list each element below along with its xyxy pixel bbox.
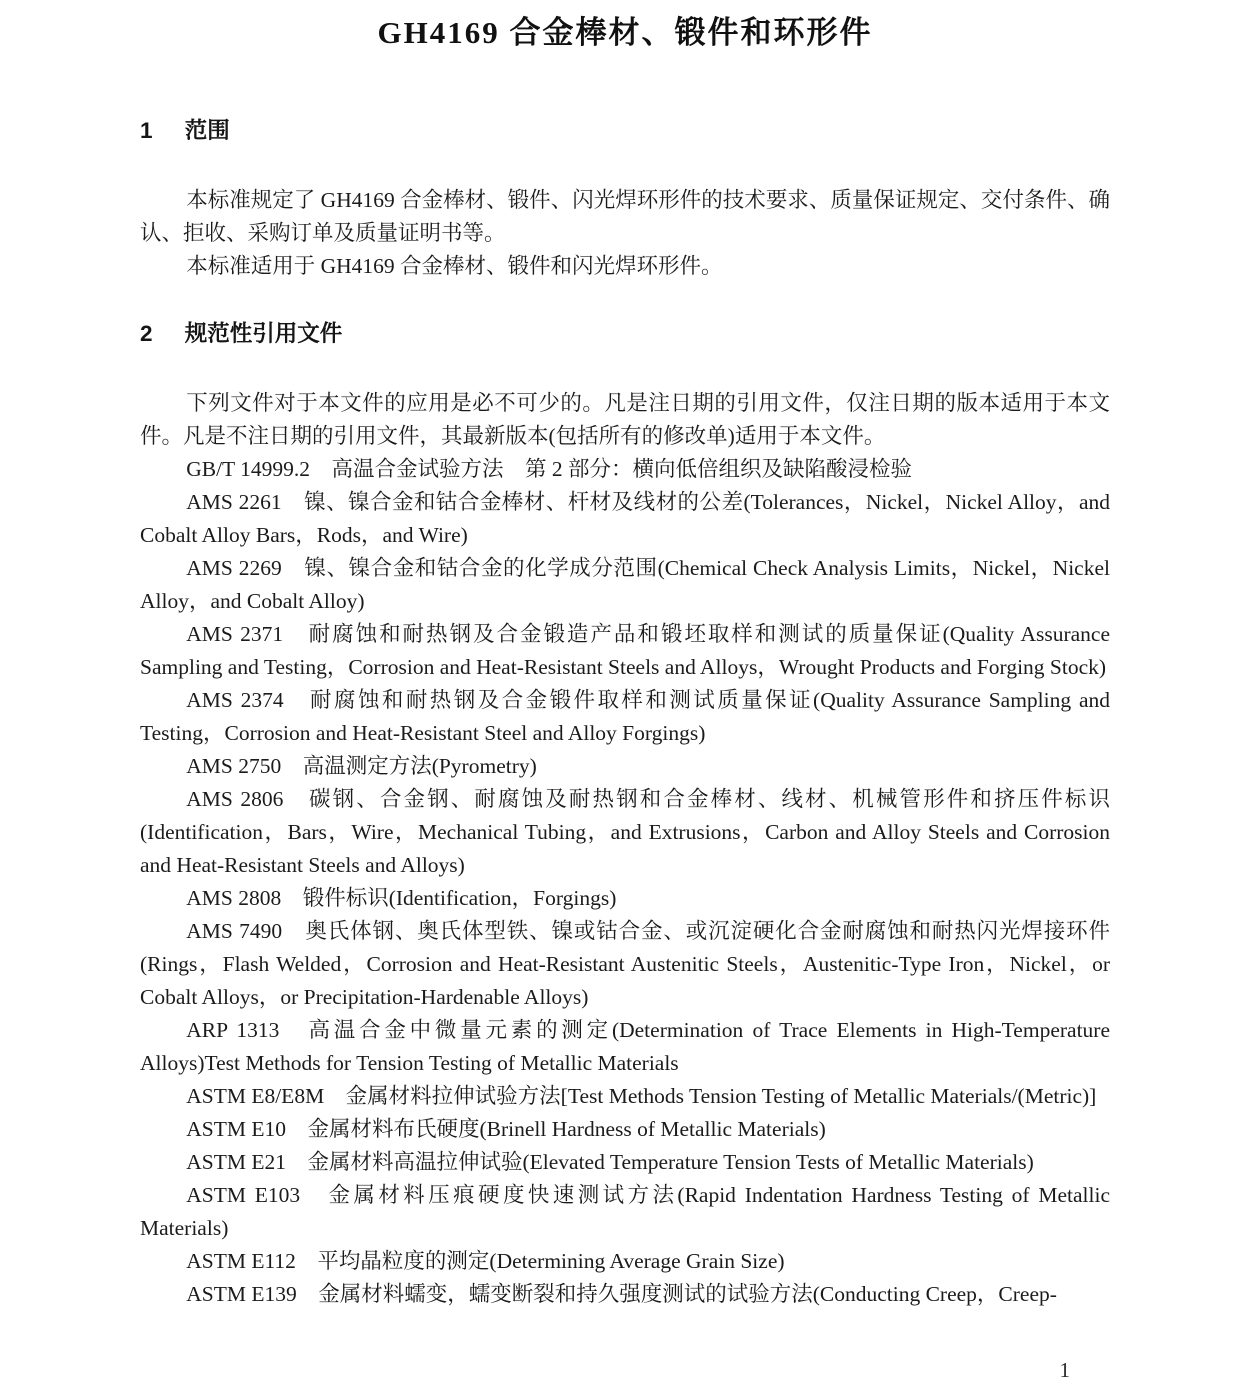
paragraph: ASTM E8/E8M 金属材料拉伸试验方法[Test Methods Tension Testing of Metallic Materials/(Metric)] [186,1084,1097,1108]
section-scope-heading-text: 范围 [184,118,230,143]
section-scope-body [140,184,1110,283]
section-references-number: 2 [140,321,153,346]
paragraph: AMS 2269 镍、镍合金和钴合金的化学成分范围(Chemical Check Analysis Limits，Nickel，Nickel Alloy，and Cobalt Alloy) [140,556,1110,613]
section-references-heading-text: 规范性引用文件 [184,321,343,346]
section-scope [140,116,1110,283]
paragraph: ASTM E112 平均晶粒度的测定(Determining Average Grain Size) [186,1249,785,1273]
paragraph: 本标准适用于 GH4169 合金棒材、锻件和闪光焊环形件。 [186,254,723,278]
section-references-heading [140,319,1110,349]
section-references-body [140,387,1110,1311]
paragraph: ARP 1313 高温合金中微量元素的测定(Determination of Trace Elements in High-Temperature Alloys)Test Methods for Tension Testing of Metallic Materials [140,1018,1110,1075]
paragraph: AMS 2261 镍、镍合金和钴合金棒材、杆材及线材的公差(Tolerances，Nickel，Nickel Alloy，and Cobalt Alloy Bars，Rods，and Wire) [140,490,1110,547]
paragraph: 本标准规定了 GH4169 合金棒材、锻件、闪光焊环形件的技术要求、质量保证规定、交付条件、确认、拒收、采购订单及质量证明书等。 [140,188,1110,245]
paragraph: AMS 7490 奥氏体钢、奥氏体型铁、镍或钴合金、或沉淀硬化合金耐腐蚀和耐热闪光焊接环件(Rings，Flash Welded，Corrosion and Heat-Resistant Austenitic Steels，Austenitic-Type Iron，Nickel，or Cobalt Alloys，or Precipitation-Hardenable Alloys) [140,919,1110,1009]
paragraph: ASTM E10 金属材料布氏硬度(Brinell Hardness of Metallic Materials) [186,1117,826,1141]
paragraph: ASTM E139 金属材料蠕变，蠕变断裂和持久强度测试的试验方法(Conducting Creep，Creep- [186,1282,1057,1306]
paragraph: ASTM E21 金属材料高温拉伸试验(Elevated Temperature Tension Tests of Metallic Materials) [186,1150,1034,1174]
paragraph: GB/T 14999.2 高温合金试验方法 第 2 部分：横向低倍组织及缺陷酸浸检验 [186,457,913,481]
paragraph: ASTM E103 金属材料压痕硬度快速测试方法(Rapid Indentation Hardness Testing of Metallic Materials) [140,1183,1110,1240]
paragraph: AMS 2374 耐腐蚀和耐热钢及合金锻件取样和测试质量保证(Quality Assurance Sampling and Testing，Corrosion and Heat-Resistant Steel and Alloy Forgings) [140,688,1110,745]
paragraph: AMS 2371 耐腐蚀和耐热钢及合金锻造产品和锻坯取样和测试的质量保证(Quality Assurance Sampling and Testing，Corrosion and Heat-Resistant Steels and Alloys，Wrought Products and Forging Stock) [140,622,1110,679]
paragraph: 下列文件对于本文件的应用是必不可少的。凡是注日期的引用文件，仅注日期的版本适用于本文件。凡是不注日期的引用文件，其最新版本(包括所有的修改单)适用于本文件。 [140,391,1110,448]
paragraph: AMS 2750 高温测定方法(Pyrometry) [186,754,537,778]
page-number: 1 [1059,1358,1070,1382]
section-normative-references [140,319,1110,1311]
section-scope-number: 1 [140,118,153,143]
paragraph: AMS 2808 锻件标识(Identification，Forgings) [186,886,617,910]
document-title: GH4169 合金棒材、锻件和环形件 [377,15,873,50]
section-scope-heading [140,116,1110,146]
paragraph: AMS 2806 碳钢、合金钢、耐腐蚀及耐热钢和合金棒材、线材、机械管形件和挤压件标识(Identification，Bars，Wire，Mechanical Tubing，and Extrusions，Carbon and Alloy Steels and Corrosion and Heat-Resistant Steels and Alloys) [140,787,1110,877]
